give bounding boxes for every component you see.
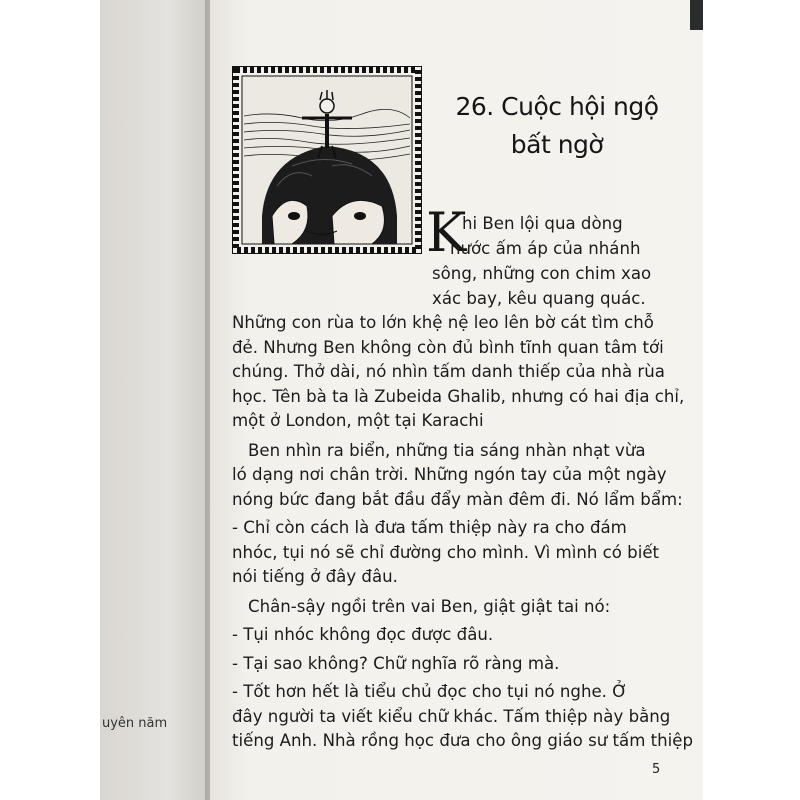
text-line: nước ấm áp của nhánh xyxy=(450,239,641,258)
chapter-title-line-2: bất ngờ xyxy=(510,130,604,159)
left-page xyxy=(100,0,212,800)
text-line: đây người ta viết kiểu chữ khác. Tấm thiệp này bằng xyxy=(232,707,671,726)
text-line: - Tốt hơn hết là tiểu chủ đọc cho tụi nó nghe. Ở xyxy=(232,682,628,701)
left-page-footer: uyên năm xyxy=(102,716,168,731)
text-line: nóng bức đang bắt đầu đẩy màn đêm đi. Nó lẩm bẩm: xyxy=(232,490,683,509)
text-line: - Tụi nhóc không đọc được đâu. xyxy=(232,625,494,644)
page-edge xyxy=(703,0,800,800)
text-line: sông, những con chim xao xyxy=(432,264,652,283)
text-line: hi Ben lội qua dòng xyxy=(462,214,623,233)
chapter-title-line-1: 26. Cuộc hội ngộ xyxy=(455,92,659,121)
text-line: tiếng Anh. Nhà rồng học đưa cho ông giáo sư tấm thiệp xyxy=(232,731,694,750)
chapter-title xyxy=(432,88,682,164)
text-line: Ben nhìn ra biển, những tia sáng nhàn nhạt vừa xyxy=(248,441,646,460)
text-line: đẻ. Nhưng Ben không còn đủ bình tĩnh quan tâm tới xyxy=(232,338,664,357)
page-number: 5 xyxy=(652,762,661,777)
text-line: - Tại sao không? Chữ nghĩa rõ ràng mà. xyxy=(232,654,560,673)
text-line: Những con rùa to lớn khệ nệ leo lên bờ cát tìm chỗ xyxy=(232,313,654,332)
chapter-illustration xyxy=(232,66,422,254)
text-line: chúng. Thở dài, nó nhìn tấm danh thiếp của nhà rùa xyxy=(232,362,665,381)
text-line: xác bay, kêu quang quác. xyxy=(432,289,646,308)
text-line: một ở London, một tại Karachi xyxy=(232,411,484,430)
text-line: Chân-sậy ngồi trên vai Ben, giật giật tai nó: xyxy=(248,597,611,616)
text-line: học. Tên bà ta là Zubeida Ghalib, nhưng có hai địa chỉ, xyxy=(232,387,685,406)
drop-cap: K xyxy=(426,201,467,264)
text-line: - Chỉ còn cách là đưa tấm thiệp này ra cho đám xyxy=(232,518,627,537)
text-line: nhóc, tụi nó sẽ chỉ đường cho mình. Vì mình có biết xyxy=(232,543,660,562)
text-line: ló dạng nơi chân trời. Những ngón tay của một ngày xyxy=(232,465,667,484)
text-line: nói tiếng ở đây đâu. xyxy=(232,567,398,586)
